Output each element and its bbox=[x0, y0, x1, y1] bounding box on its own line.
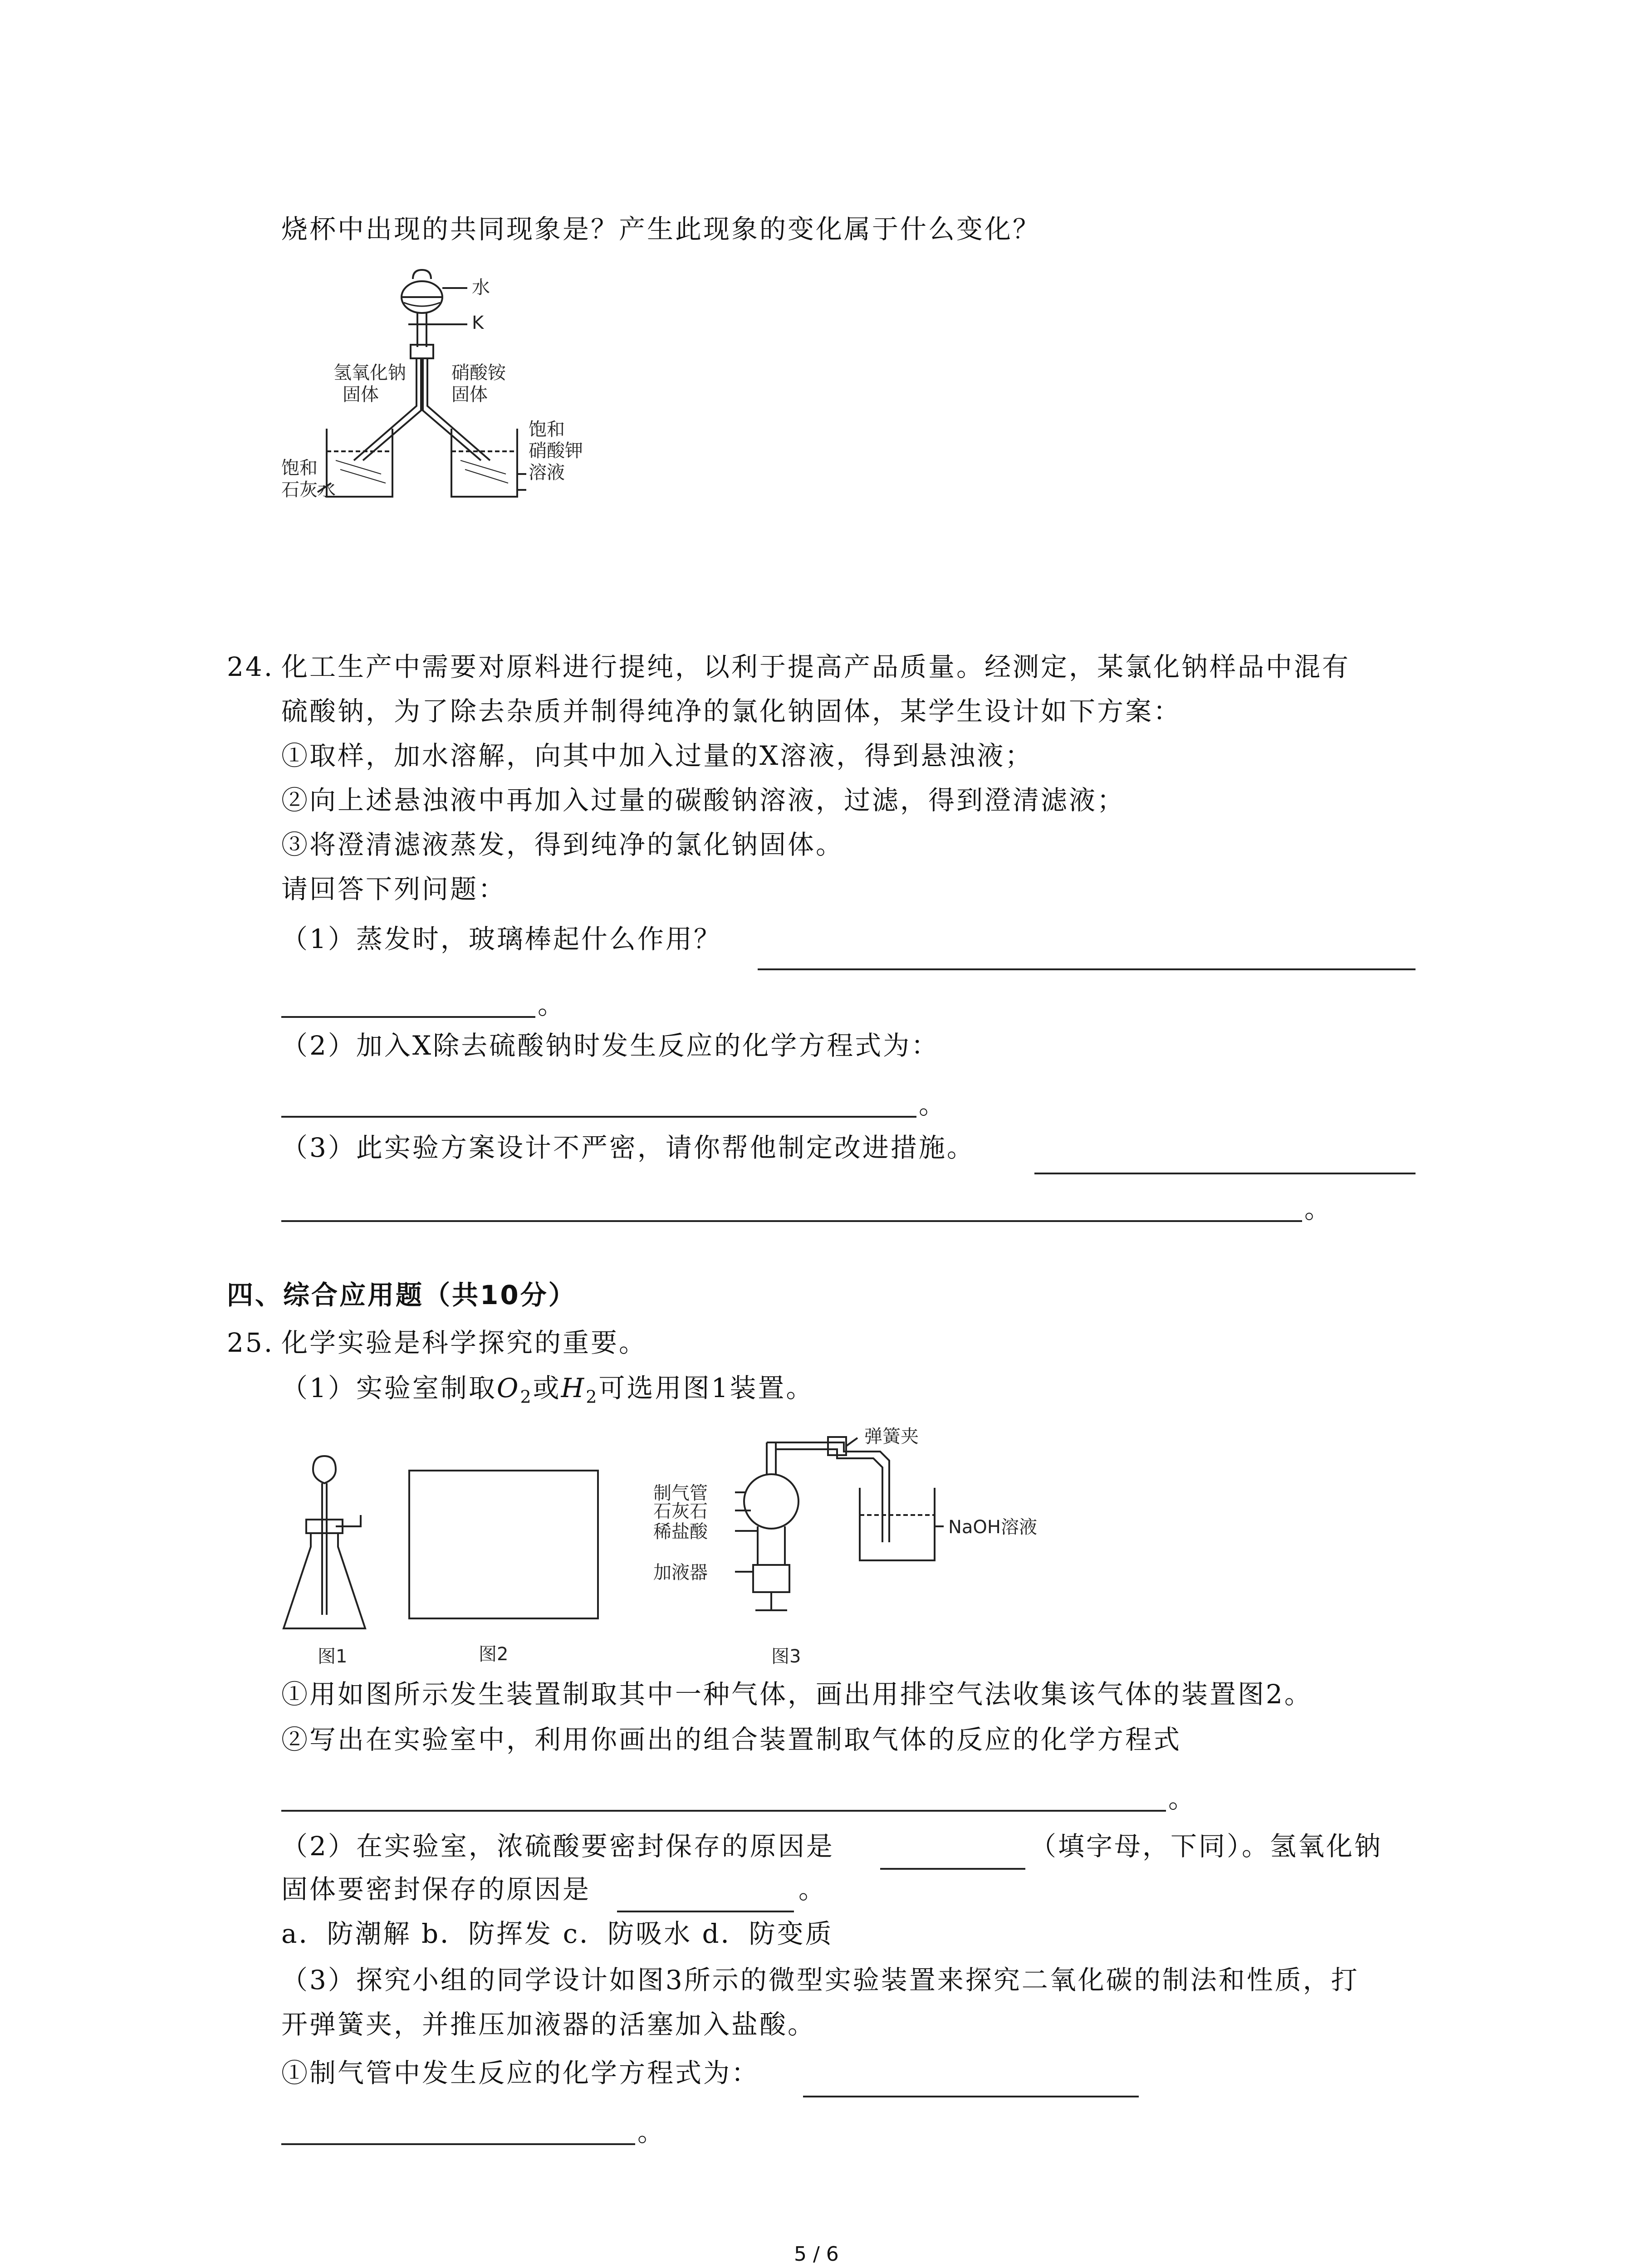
label-lime-2: 石灰水 bbox=[281, 479, 336, 500]
q24-answer-2[interactable] bbox=[281, 1116, 916, 1118]
q24-answer-1b[interactable] bbox=[281, 1016, 535, 1018]
q25-answer-3a[interactable] bbox=[803, 2096, 1139, 2097]
q25-part-1: （1）实验室制取$O_2$或$H_2$可选用图1装置。 bbox=[281, 1373, 814, 1407]
label-naoh-solution: NaOH溶液 bbox=[948, 1517, 1037, 1538]
q23-apparatus-figure bbox=[272, 261, 599, 515]
q24-answer-3b[interactable] bbox=[281, 1220, 1302, 1222]
q24-stem-1: 化工生产中需要对原料进行提纯，以利于提高产品质量。经测定，某氯化钠样品中混有 bbox=[281, 651, 1351, 682]
section-4-title: 四、综合应用题（共10分） bbox=[227, 1280, 577, 1310]
q24-step-3: ③将澄清滤液蒸发，得到纯净的氯化钠固体。 bbox=[281, 829, 844, 860]
figure-1-caption: 图1 bbox=[318, 1646, 348, 1667]
label-limestone: 石灰石 bbox=[653, 1501, 708, 1522]
q25-answer-equation[interactable] bbox=[281, 1810, 1166, 1812]
q25-part-2c: 固体要密封保存的原因是 bbox=[281, 1874, 591, 1905]
label-nh4no3-solid: 固体 bbox=[451, 384, 488, 405]
q25-part-2b: （填字母，下同）。氢氧化钠 bbox=[1030, 1831, 1383, 1862]
q24-part-2: （2）加入X除去硫酸钠时发生反应的化学方程式为： bbox=[281, 1030, 940, 1061]
q25-period-3: 。 bbox=[637, 2116, 666, 2147]
label-dilute-hcl: 稀盐酸 bbox=[653, 1521, 708, 1542]
q25-answer-2c[interactable] bbox=[617, 1911, 794, 1912]
label-lime-1: 饱和 bbox=[281, 458, 318, 479]
q24-number: 24. bbox=[227, 651, 274, 682]
q25-sub-1: ①用如图所示发生装置制取其中一种气体，画出用排空气法收集该气体的装置图2。 bbox=[281, 1679, 1313, 1710]
q25-answer-2a[interactable] bbox=[880, 1868, 1025, 1870]
label-water: 水 bbox=[472, 277, 490, 298]
label-naoh-solid: 固体 bbox=[343, 384, 379, 405]
q25-period-1: 。 bbox=[1168, 1783, 1197, 1814]
q25-number: 25. bbox=[227, 1327, 274, 1358]
page-number: 5 / 6 bbox=[794, 2243, 839, 2266]
label-kno3-2: 硝酸钾 bbox=[529, 440, 583, 461]
label-feeder: 加液器 bbox=[653, 1562, 708, 1583]
label-nh4no3: 硝酸铵 bbox=[451, 362, 506, 383]
q25-stem: 化学实验是科学探究的重要。 bbox=[281, 1327, 647, 1358]
q23-tail: 烧杯中出现的共同现象是？产生此现象的变化属于什么变化？ bbox=[281, 214, 1041, 244]
figure-3-micro-apparatus bbox=[644, 1424, 1080, 1637]
figure-2-drawing-box[interactable] bbox=[408, 1470, 599, 1619]
label-gas-tube: 制气管 bbox=[653, 1483, 708, 1504]
q24-period-1: 。 bbox=[538, 989, 566, 1020]
q25-sub-2: ②写出在实验室中，利用你画出的组合装置制取气体的反应的化学方程式 bbox=[281, 1724, 1182, 1755]
q24-part-3: （3）此实验方案设计不严密，请你帮他制定改进措施。 bbox=[281, 1132, 975, 1163]
figure-1-flask bbox=[277, 1452, 372, 1642]
label-k: K bbox=[472, 313, 484, 333]
q25-period-2: 。 bbox=[798, 1874, 827, 1905]
q25-part-3a: （3）探究小组的同学设计如图3所示的微型实验装置来探究二氧化碳的制法和性质，打 bbox=[281, 1965, 1359, 1995]
q24-stem-2: 硫酸钠，为了除去杂质并制得纯净的氯化钠固体，某学生设计如下方案： bbox=[281, 696, 1182, 727]
q25-answer-3b[interactable] bbox=[281, 2143, 635, 2145]
figure-3-caption: 图3 bbox=[771, 1646, 801, 1667]
figure-2-caption: 图2 bbox=[479, 1644, 509, 1665]
q24-period-2: 。 bbox=[919, 1089, 947, 1120]
q24-period-3: 。 bbox=[1304, 1193, 1333, 1224]
q25-part-3b: 开弹簧夹，并推压加液器的活塞加入盐酸。 bbox=[281, 2009, 816, 2040]
q24-answer-1a[interactable] bbox=[758, 968, 1416, 970]
q25-sub-3: ①制气管中发生反应的化学方程式为： bbox=[281, 2058, 760, 2088]
label-kno3-1: 饱和 bbox=[529, 419, 565, 440]
q24-ask: 请回答下列问题： bbox=[281, 874, 507, 904]
label-spring-clip: 弹簧夹 bbox=[864, 1426, 919, 1447]
q25-options: a．防潮解 b．防挥发 c．防吸水 d．防变质 bbox=[281, 1918, 833, 1949]
q24-part-1: （1）蒸发时，玻璃棒起什么作用？ bbox=[281, 924, 722, 954]
q24-step-1: ①取样，加水溶解，向其中加入过量的X溶液，得到悬浊液； bbox=[281, 740, 1034, 771]
label-kno3-3: 溶液 bbox=[529, 462, 565, 483]
q24-answer-3a[interactable] bbox=[1034, 1173, 1416, 1174]
label-naoh: 氢氧化钠 bbox=[333, 362, 406, 383]
q25-part-2a: （2）在实验室，浓硫酸要密封保存的原因是 bbox=[281, 1831, 834, 1862]
q24-step-2: ②向上述悬浊液中再加入过量的碳酸钠溶液，过滤，得到澄清滤液； bbox=[281, 785, 1126, 816]
